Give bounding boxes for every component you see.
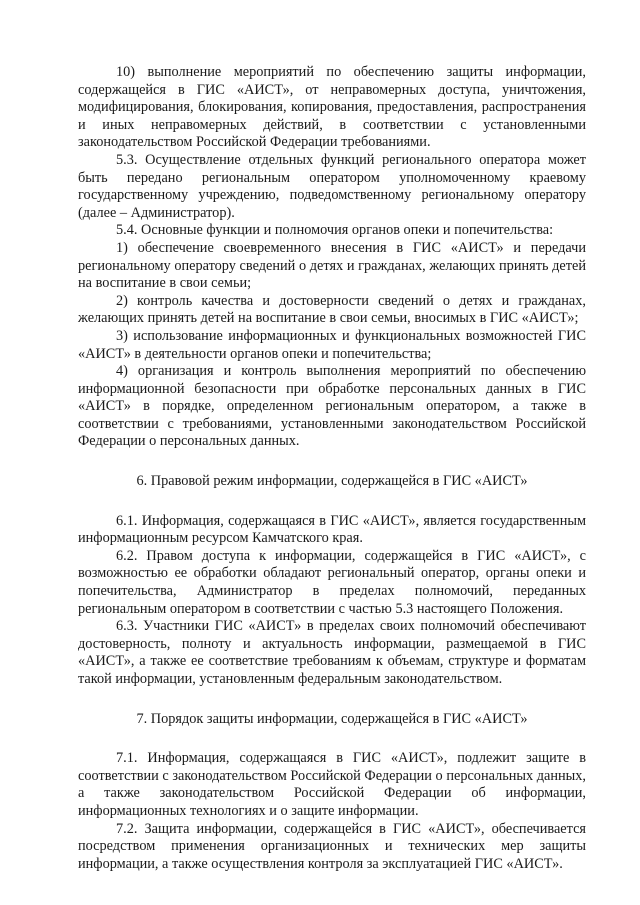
document-page bbox=[78, 64, 586, 873]
paragraph-5-3: 5.3. Осуществление отдельных функций регионального оператора может быть передано региональным оператором уполномоченному краевому государственному учреждению, подведомственному региональному оператору (далее – Администратор). bbox=[78, 151, 586, 221]
paragraph-6-2: 6.2. Правом доступа к информации, содержащейся в ГИС «АИСТ», с возможностью ее обработки обладают региональный оператор, органы опеки и попечительства, Администратор в пределах полномочий, переданных региональным оператором в соответствии с частью 5.3 настоящего Положения. bbox=[78, 547, 586, 617]
paragraph-6-1: 6.1. Информация, содержащаяся в ГИС «АИСТ», является государственным информационным ресурсом Камчатского края. bbox=[78, 512, 586, 547]
paragraph-5-4-item-1: 1) обеспечение своевременного внесения в ГИС «АИСТ» и передачи региональному оператору сведений о детях и гражданах, желающих принять детей на воспитание в свои семьи; bbox=[78, 239, 586, 292]
paragraph-5-4-item-2: 2) контроль качества и достоверности сведений о детях и гражданах, желающих принять детей на воспитание в свои семьи, вносимых в ГИС «АИСТ»; bbox=[78, 292, 586, 327]
section-6-heading: 6. Правовой режим информации, содержащейся в ГИС «АИСТ» bbox=[136, 473, 528, 490]
paragraph-item-10: 10) выполнение мероприятий по обеспечению защиты информации, содержащейся в ГИС «АИСТ», от неправомерных доступа, уничтожения, модифицирования, блокирования, копирования, предоставления, распространения и иных неправомерных действий, в соответствии с установленными законодательством Российской Федерации требованиями. bbox=[78, 64, 586, 151]
spacer bbox=[78, 728, 586, 750]
paragraph-5-4: 5.4. Основные функции и полномочия органов опеки и попечительства: bbox=[116, 222, 554, 239]
spacer bbox=[78, 491, 586, 513]
paragraph-7-1: 7.1. Информация, содержащаяся в ГИС «АИСТ», подлежит защите в соответствии с законодательством Российской Федерации о персональных данных, а также законодательством Российской Федерации об информации, информационных технологиях и о защите информации. bbox=[78, 750, 586, 819]
spacer bbox=[78, 451, 586, 473]
paragraph-6-3: 6.3. Участники ГИС «АИСТ» в пределах своих полномочий обеспечивают достоверность, полноту и актуальность информации, размещаемой в ГИС «АИСТ», а также ее соответствие требованиям к объемам, структуре и форматам такой информации, установленным федеральным законодательством. bbox=[78, 618, 586, 687]
paragraph-5-4-item-4: 4) организация и контроль выполнения мероприятий по обеспечению информационной безопасности при обработке персональных данных в ГИС «АИСТ» в порядке, определенном региональным оператором, а также в соответствии с требованиями, установленными законодательством Российской Федерации о персональных данных. bbox=[78, 363, 586, 450]
paragraph-7-2: 7.2. Защита информации, содержащейся в ГИС «АИСТ», обеспечивается посредством применения организационных и технических мер защиты информации, а также осуществления контроля за эксплуатацией ГИС «АИСТ». bbox=[78, 820, 586, 872]
spacer bbox=[78, 689, 586, 711]
paragraph-5-4-item-3: 3) использование информационных и функциональных возможностей ГИС «АИСТ» в деятельности органов опеки и попечительства; bbox=[78, 327, 586, 362]
section-7-heading: 7. Порядок защиты информации, содержащейся в ГИС «АИСТ» bbox=[136, 710, 528, 727]
